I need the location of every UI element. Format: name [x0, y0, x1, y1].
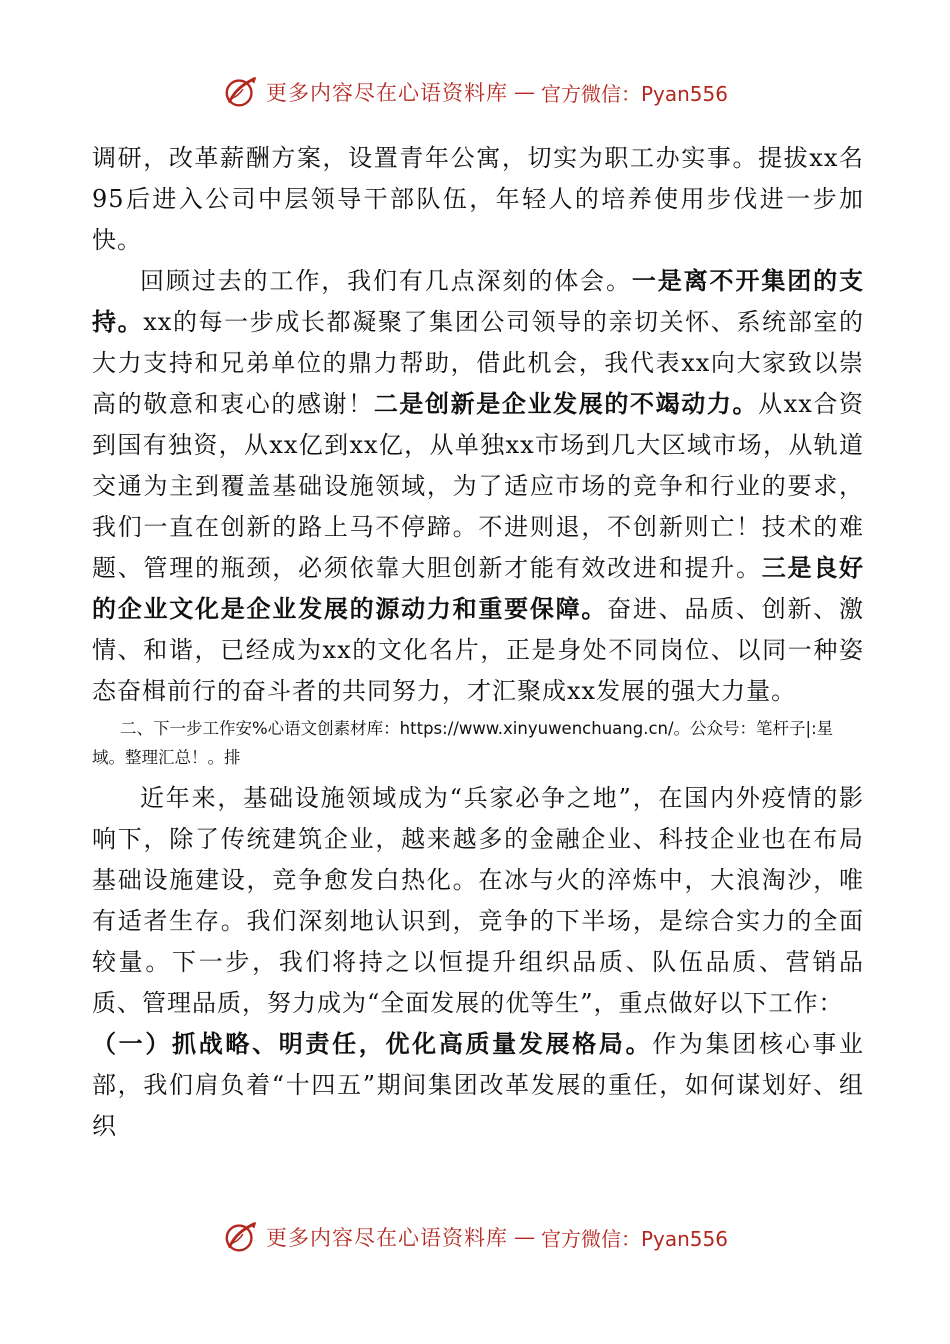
point-two-text: 从xx合资到国有独资，从xx亿到xx亿，从单独xx市场到几大区域市场，从轨道交通为主到覆盖基础设施领域，为了适应市场的竞争和行业的要求，我们一直在创新的路上马不停蹄。不进则退，不创新则亡！技术的难题、管理的瓶颈，必须依靠大胆创新才能有效改进和提升。	[92, 390, 865, 582]
paragraph-2	[92, 261, 864, 712]
pen-logo-icon	[222, 1218, 260, 1256]
watermark-separator: —	[513, 1225, 535, 1249]
subsection-heading-1: （一）抓战略、明责任，优化高质量发展格局。	[92, 1030, 653, 1058]
section-heading-next-steps: 二、下一步工作安%心语文创素材库：https://www.xinyuwenchuang.cn/。公众号：笔杆子|:星域。整理汇总！。排	[92, 719, 834, 767]
point-two-heading: 二是创新是企业发展的不竭动力。	[373, 390, 759, 418]
watermark-separator: —	[513, 80, 535, 104]
pen-logo-icon	[222, 73, 260, 111]
watermark-site-text: 更多内容尽在心语资料库	[265, 81, 508, 105]
header-watermark	[0, 72, 950, 112]
point-three-heading: 三是良好的企业文化是企业发展的源动力和重要保障。	[92, 554, 865, 623]
point-one-heading: 一是离不开集团的支持。	[92, 267, 865, 336]
footer-watermark	[0, 1217, 950, 1257]
document-body	[92, 138, 864, 1147]
paragraph-4-text: 作为集团核心事业部，我们肩负着“十四五”期间集团改革发展的重任，如何谋划好、组织	[92, 1030, 864, 1140]
point-one-text: xx的每一步成长都凝聚了集团公司领导的亲切关怀、系统部室的大力支持和兄弟单位的鼎力帮助，借此机会，我代表xx向大家致以崇高的敬意和衷心的感谢！	[92, 308, 865, 418]
watermark-wechat-text: 官方微信：Pyan556	[540, 1226, 728, 1251]
paragraph-4	[92, 1024, 864, 1147]
paragraph-1: 调研，改革薪酬方案，设置青年公寓，切实为职工办实事。提拔xx名95后进入公司中层领导干部队伍，年轻人的培养使用步伐进一步加快。	[92, 144, 864, 254]
watermark-wechat-text: 官方微信：Pyan556	[540, 81, 728, 106]
point-three-text: 奋进、品质、创新、激情、和谐，已经成为xx的文化名片，正是身处不同岗位、以同一种姿态奋楫前行的奋斗者的共同努力，才汇聚成xx发展的强大力量。	[92, 595, 864, 705]
paragraph-3: 近年来，基础设施领域成为“兵家必争之地”，在国内外疫情的影响下，除了传统建筑企业，越来越多的金融企业、科技企业也在布局基础设施建设，竞争愈发白热化。在冰与火的淬炼中，大浪淘沙，唯有适者生存。我们深刻地认识到，竞争的下半场，是综合实力的全面较量。下一步，我们将持之以恒提升组织品质、队伍品质、营销品质、管理品质，努力成为“全面发展的优等生”，重点做好以下工作：	[92, 784, 864, 1017]
paragraph-2-intro: 回顾过去的工作，我们有几点深刻的体会。	[140, 267, 632, 295]
watermark-site-text: 更多内容尽在心语资料库	[265, 1226, 508, 1250]
